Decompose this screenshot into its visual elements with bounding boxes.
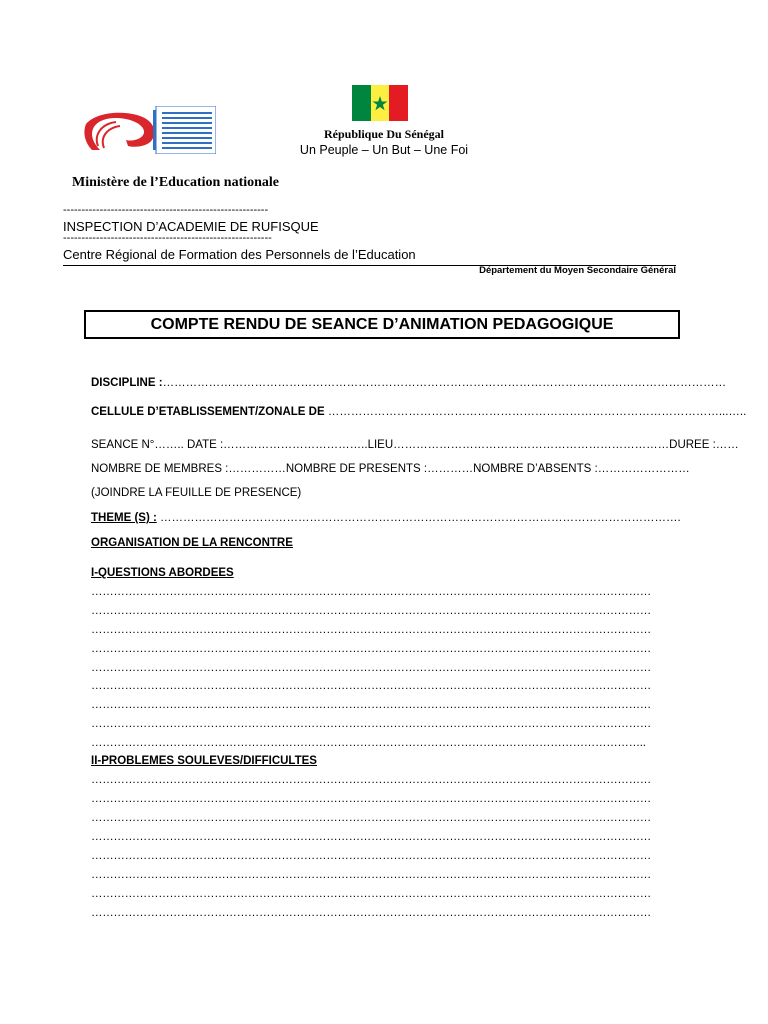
membres-line: NOMBRE DE MEMBRES :……………NOMBRE DE PRESENTS :…………NOMBRE D’ABSENTS :…………………… — [91, 463, 690, 475]
answer-line: …………………………………………………………………………………………………………………………………… — [91, 907, 652, 919]
answer-line: …………………………………………………………………………………………………………………………………… — [91, 605, 652, 617]
department-name: Département du Moyen Secondaire Général — [479, 265, 676, 276]
answer-line: …………………………………………………………………………………………………………………………………… — [91, 680, 652, 692]
answer-line: …………………………………………………………………………………………………………………………………… — [91, 662, 652, 674]
republic-heading: République Du Sénégal — [323, 127, 445, 141]
seance-line: SEANCE N°…….. DATE :………………………………..LIEU………………………………………………………………DUREE :…… — [91, 439, 739, 451]
national-motto: Un Peuple – Un But – Une Foi — [299, 143, 469, 157]
discipline-dots: ………………………………………………………………………………………………………………………………… — [162, 377, 727, 389]
answer-line: …………………………………………………………………………………………………………………………………… — [91, 869, 652, 881]
answer-line: …………………………………………………………………………………………………………………………………… — [91, 774, 652, 786]
answer-line: …………………………………………………………………………………………………………………………………… — [91, 850, 652, 862]
discipline-label: DISCIPLINE : — [91, 377, 163, 389]
section-questions-heading: I-QUESTIONS ABORDEES — [91, 567, 234, 579]
cellule-field — [91, 406, 746, 418]
answer-line: …………………………………………………………………………………………………………………………………… — [91, 718, 652, 730]
answer-line: …………………………………………………………………………………………………………………………………… — [91, 643, 652, 655]
discipline-field — [91, 377, 726, 389]
section-problemes-heading: II-PROBLEMES SOULEVES/DIFFICULTES — [91, 755, 317, 767]
ministry-name: Ministère de l’Education nationale — [72, 175, 280, 190]
document-title: COMPTE RENDU DE SEANCE D’ANIMATION PEDAGOGIQUE — [84, 310, 680, 339]
separator-line: --------------------------------------------------------- — [63, 232, 272, 244]
answer-line: …………………………………………………………………………………………………………………………………… — [91, 812, 652, 824]
separator-line: -------------------------------------------------------- — [63, 204, 269, 216]
joindre-note: (JOINDRE LA FEUILLE DE PRESENCE) — [91, 487, 302, 499]
theme-dots: ………………………………………………………………………………………………………………………. — [160, 512, 681, 524]
organisation-heading: ORGANISATION DE LA RENCONTRE — [91, 537, 293, 549]
answer-line: ………………………………………………………………………………………………………………………………….. — [91, 737, 646, 749]
inspection-name: INSPECTION D’ACADEMIE DE RUFISQUE — [63, 219, 319, 234]
theme-label: THEME (S) : — [91, 512, 157, 524]
centre-name: Centre Régional de Formation des Personnels de l’Education — [63, 247, 416, 262]
cellule-label: CELLULE D’ETABLISSEMENT/ZONALE DE — [91, 406, 325, 418]
answer-line: …………………………………………………………………………………………………………………………………… — [91, 586, 652, 598]
theme-field — [91, 512, 681, 524]
answer-line: …………………………………………………………………………………………………………………………………… — [91, 888, 652, 900]
cellule-dots: …………………………………………………………………………………………...….. — [327, 406, 747, 418]
answer-line: …………………………………………………………………………………………………………………………………… — [91, 699, 652, 711]
answer-line: …………………………………………………………………………………………………………………………………… — [91, 793, 652, 805]
senegal-flag — [352, 85, 408, 121]
answer-line: …………………………………………………………………………………………………………………………………… — [91, 831, 652, 843]
answer-line: …………………………………………………………………………………………………………………………………… — [91, 624, 652, 636]
